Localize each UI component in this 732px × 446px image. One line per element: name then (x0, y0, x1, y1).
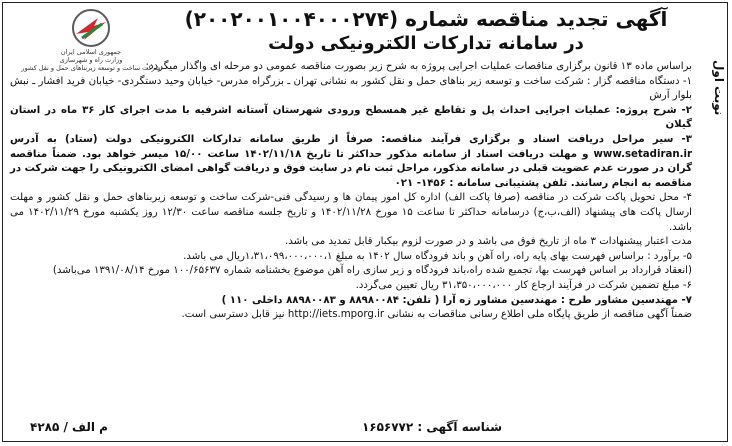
item-3: ۳- سیر مراحل دریافت اسناد و برگزاری فرآیند مناقصه: صرفاً از طریق سامانه تدارکات الکترونیکی دولت (ستاد) به آدرس www.setadiran.ir و مهلت دریافت اسناد از سامانه مذکور حداکثر تا تاریخ ۱۴۰۲/۱۱/۱۸ ساعت ۱۵/۰۰ میسر خواهد بود. ضمناً مناقصه گران در صورت عدم عضویت قبلی در سامانه مذکور، مراحل ثبت نام در سایت فوق و دریافت گواهی امضای الکترونیکی را جهت شرکت در مناقصه به انجام رسانند. تلفن پشتیبانی سامانه : ۱۴۵۶- ۰۲۱ (10, 133, 692, 189)
item-5: ۵- برآورد : براساس فهرست بهای پایه راه، راه آهن و باند فرودگاه سال ۱۴۰۲ به مبلغ ۱،۳۱،۰۹۹،۰۰۰،۰۰۰،۱ریال می باشد. (183, 250, 692, 262)
item-7: ۷- مهندسین مشاور طرح : مهندسین مشاور زه آرا ( تلفن: ۸۸۹۸۰۰۸۴ و ۸۸۹۸۰۰۸۳ داخلی ۱۱۰ ) (221, 294, 692, 306)
footer (10, 420, 722, 440)
ad-code: م الف / ۴۲۸۵ (30, 420, 108, 434)
item-5-note: (انعقاد قرارداد بر اساس فهرست بها، تجمیع شده راه،باند فرودگاه و زیر سازی راه آهن موضوع بخشنامه شماره ۱۰۰/۶۵۶۳۷ مورخ ۱۳۹۱/۰۸/۱۴ می‌باشد) (52, 265, 692, 277)
logo-line-2: وزارت راه و شهرسازی (59, 56, 123, 64)
logo-line-1: جمهوری اسلامی ایران (60, 48, 122, 56)
company-logo-icon (68, 8, 114, 48)
side-label: نوبت اول (712, 60, 726, 116)
ad-body (10, 60, 692, 323)
logo-line-3: شرکت ساخت و توسعه زیربناهای حمل و نقل کشور (21, 64, 161, 72)
ad-id: شناسه آگهی : ۱۶۵۶۷۷۲ (361, 420, 502, 434)
validity-text: مدت اعتبار پیشنهادات ۳ ماه از تاریخ فوق می باشد و در صورت لزوم بیکبار قابل تمدید می باشد. (285, 236, 692, 248)
notice-text: ضمناً آگهی مناقصه از طریق پایگاه ملی اطلاع رسانی مناقصات به نشانی http://iets.mporg.ir نیز قابل دسترسی است. (181, 309, 692, 321)
item-6: ۶- مبلغ تضمین شرکت در فرآیند ارجاع کار ۳۱،۳۵۰،۰۰۰،۰۰۰ ریال تعیین می‌گردد. (355, 279, 692, 291)
title (160, 6, 692, 56)
item-2: ۲- شرح پروژه: عملیات اجرایی احداث پل و تقاطع غیر همسطح ورودی شهرستان آستانه اشرفیه با مدت اجرای کار ۳۶ ماه در استان گیلان (10, 104, 692, 131)
item-1: ۱- دستگاه مناقصه گزار : شرکت ساخت و توسعه زیر بناهای حمل و نقل کشور به نشانی تهران ـ بزرگراه مدرس- خیابان وحید دستگردی- خیابان فرید افشار ـ نبش بلوار آرش (10, 75, 692, 102)
item-4: ۴- محل تحویل پاکت شرکت در مناقصه (صرفا پاکت الف) اداره کل امور پیمان ها و رسیدگی فنی-شرکت ساخت و توسعه زیربناهای حمل و نقل کشور و مهلت ارسال پاکت های پیشنهاد (الف،ب،ج) درسامانه حداکثر تا ساعت ۱۵ مورخ ۱۴۰۲/۱۱/۲۸ و تاریخ جلسه مناقصه ساعت ۱۲/۳۰ روز یکشنبه مورخ ۱۴۰۲/۱۱/۲۹ می باشد. (10, 192, 692, 233)
title-line-1: آگهی تجدید مناقصه شماره (۲۰۰۲۰۰۱۰۰۴۰۰۰۲۷۴) (184, 7, 668, 31)
intro-text: براساس ماده ۱۳ قانون برگزاری مناقصات عملیات اجرایی پروژه به شرح زیر بصورت مناقصه عمومی دو مرحله ای واگذار میگردد: (145, 61, 692, 72)
title-line-2: در سامانه تدارکات الکترونیکی دولت (268, 33, 584, 54)
